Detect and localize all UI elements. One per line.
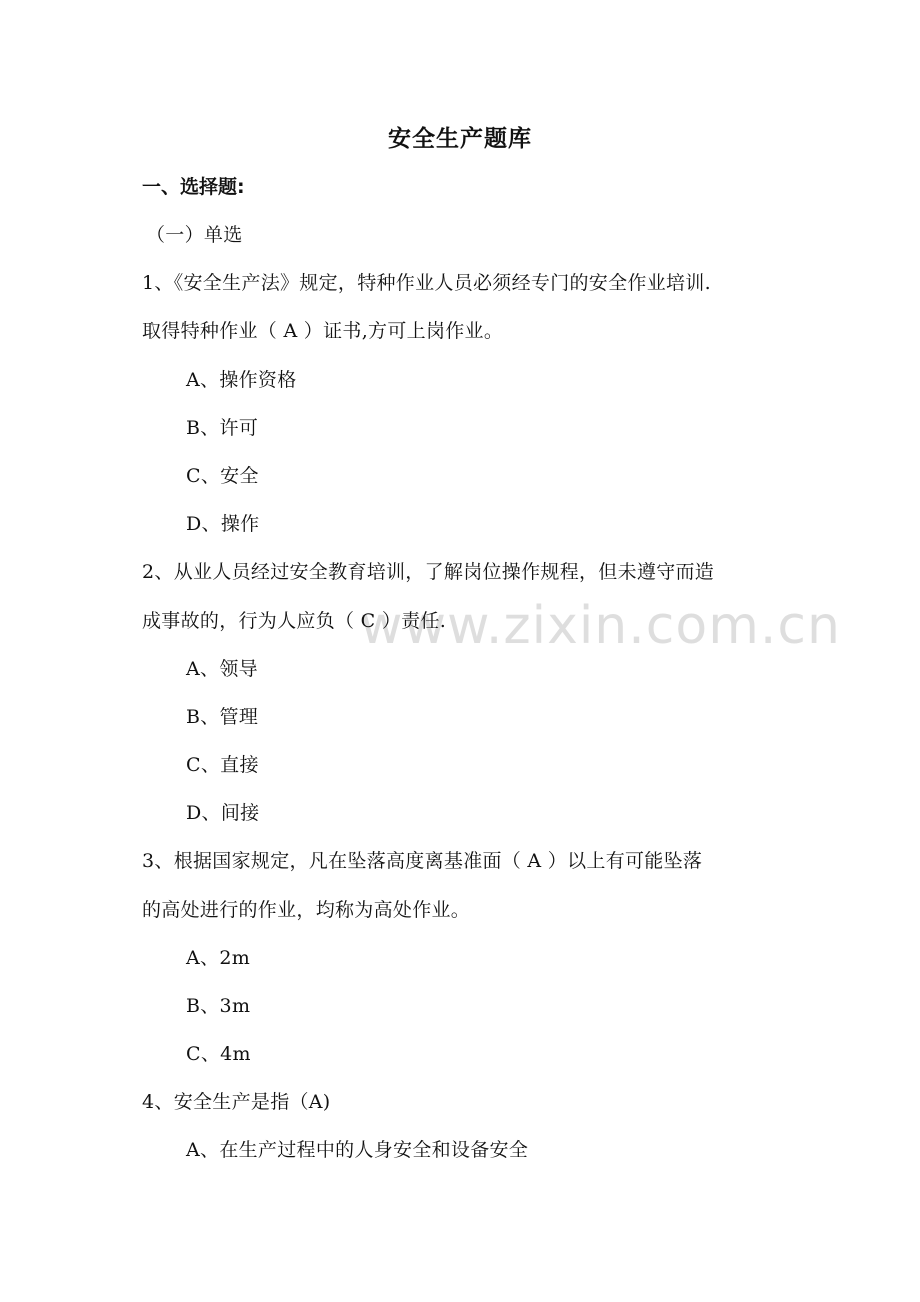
subsection-heading: （一）单选 xyxy=(146,224,243,246)
question-3-option-a: A、2m xyxy=(186,947,251,969)
question-3-line-1: 3、根据国家规定，凡在坠落高度离基准面（ A ）以上有可能坠落 xyxy=(142,850,703,872)
watermark-text: www.zixin.com.cn xyxy=(360,596,841,656)
question-3-line-2: 的高处进行的作业，均称为高处作业。 xyxy=(142,899,471,921)
page-title: 安全生产题库 xyxy=(388,126,532,152)
question-1-line-2: 取得特种作业（ A ）证书,方可上岗作业。 xyxy=(142,320,504,342)
question-2-option-a: A、领导 xyxy=(186,658,258,680)
question-1-option-b: B、许可 xyxy=(186,417,259,439)
question-2-line-1: 2、从业人员经过安全教育培训，了解岗位操作规程，但未遵守而造 xyxy=(142,561,715,583)
question-2-option-b: B、管理 xyxy=(186,706,259,728)
question-1-option-c: C、安全 xyxy=(186,465,259,487)
question-3-option-c: C、4m xyxy=(186,1043,251,1065)
question-2-option-c: C、直接 xyxy=(186,754,259,776)
question-2-line-2: 成事故的，行为人应负（ C ）责任. xyxy=(142,610,447,632)
question-4-option-a: A、在生产过程中的人身安全和设备安全 xyxy=(186,1139,529,1161)
section-heading: 一、选择题: xyxy=(142,176,245,198)
question-1-line-1: 1、《安全生产法》规定，特种作业人员必须经专门的安全作业培训. xyxy=(142,272,711,294)
question-1-option-a: A、操作资格 xyxy=(186,369,297,391)
question-1-option-d: D、操作 xyxy=(186,513,260,535)
question-2-option-d: D、间接 xyxy=(186,802,260,824)
question-3-option-b: B、3m xyxy=(186,995,251,1017)
question-4-line-1: 4、安全生产是指（A) xyxy=(142,1091,331,1113)
